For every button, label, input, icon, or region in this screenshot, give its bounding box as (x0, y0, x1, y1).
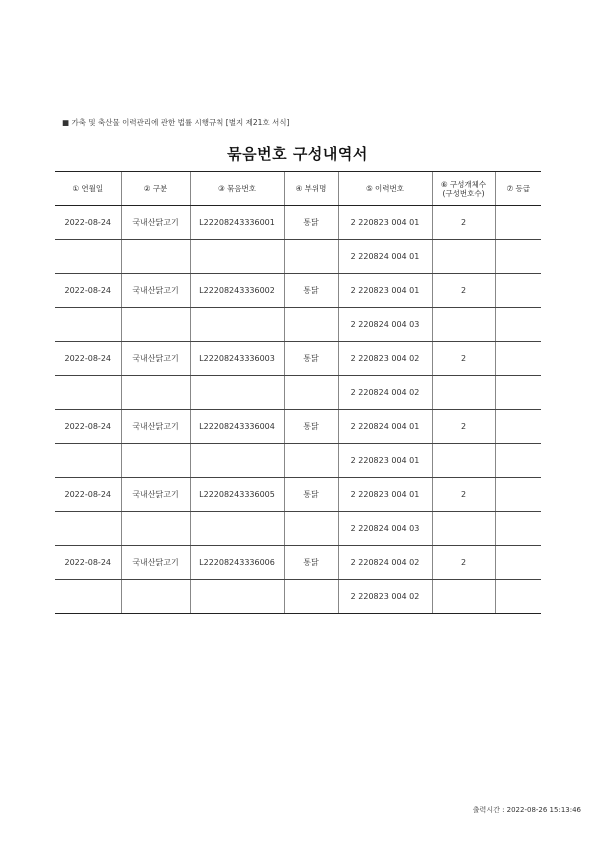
cell-date (55, 444, 121, 478)
header-part-name: ④ 부위명 (284, 172, 338, 206)
cell-grade (495, 376, 541, 410)
cell-category (121, 512, 190, 546)
header-date: ① 연월일 (55, 172, 121, 206)
header-unit-count: ⑥ 구성개체수 (구성번호수) (432, 172, 495, 206)
cell-grade (495, 308, 541, 342)
cell-bundle-number: L22208243336002 (190, 274, 284, 308)
cell-date (55, 240, 121, 274)
cell-date: 2022-08-24 (55, 342, 121, 376)
table-row (55, 308, 541, 342)
cell-part-name: 통닭 (284, 478, 338, 512)
cell-part-name: 통닭 (284, 206, 338, 240)
cell-part-name (284, 512, 338, 546)
cell-bundle-number: L22208243336005 (190, 478, 284, 512)
cell-unit-count (432, 308, 495, 342)
cell-grade (495, 342, 541, 376)
cell-unit-count (432, 512, 495, 546)
cell-grade (495, 444, 541, 478)
cell-trace-number: 2 220823 004 01 (338, 206, 432, 240)
document-title: 묶음번호 구성내역서 (227, 145, 368, 163)
cell-trace-number: 2 220824 004 01 (338, 410, 432, 444)
cell-bundle-number (190, 512, 284, 546)
cell-bundle-number (190, 240, 284, 274)
cell-bundle-number: L22208243336003 (190, 342, 284, 376)
cell-part-name (284, 240, 338, 274)
table-row (55, 376, 541, 410)
table-row (55, 546, 541, 580)
cell-category (121, 308, 190, 342)
cell-part-name (284, 444, 338, 478)
bundle-composition-table (55, 171, 541, 614)
cell-category: 국내산닭고기 (121, 410, 190, 444)
cell-date: 2022-08-24 (55, 478, 121, 512)
cell-grade (495, 512, 541, 546)
cell-category (121, 240, 190, 274)
cell-trace-number: 2 220823 004 01 (338, 478, 432, 512)
cell-part-name (284, 376, 338, 410)
header-trace-number: ⑤ 이력번호 (338, 172, 432, 206)
cell-grade (495, 410, 541, 444)
cell-part-name: 통닭 (284, 410, 338, 444)
cell-grade (495, 546, 541, 580)
cell-date (55, 376, 121, 410)
cell-date (55, 308, 121, 342)
table-row (55, 342, 541, 376)
cell-unit-count (432, 240, 495, 274)
header-category: ② 구분 (121, 172, 190, 206)
cell-trace-number: 2 220823 004 01 (338, 274, 432, 308)
cell-bundle-number (190, 444, 284, 478)
header-bundle-number: ③ 묶음번호 (190, 172, 284, 206)
cell-grade (495, 580, 541, 614)
table-row (55, 580, 541, 614)
cell-category: 국내산닭고기 (121, 206, 190, 240)
cell-date (55, 512, 121, 546)
cell-unit-count (432, 444, 495, 478)
cell-trace-number: 2 220823 004 02 (338, 580, 432, 614)
cell-bundle-number (190, 580, 284, 614)
cell-grade (495, 240, 541, 274)
cell-grade (495, 478, 541, 512)
table-row (55, 240, 541, 274)
cell-part-name (284, 308, 338, 342)
cell-bundle-number: L22208243336001 (190, 206, 284, 240)
cell-unit-count: 2 (432, 206, 495, 240)
cell-part-name (284, 580, 338, 614)
cell-unit-count (432, 376, 495, 410)
table-row (55, 478, 541, 512)
cell-unit-count: 2 (432, 410, 495, 444)
cell-category: 국내산닭고기 (121, 478, 190, 512)
cell-bundle-number (190, 376, 284, 410)
cell-unit-count: 2 (432, 274, 495, 308)
cell-unit-count: 2 (432, 546, 495, 580)
cell-trace-number: 2 220824 004 02 (338, 376, 432, 410)
cell-date: 2022-08-24 (55, 410, 121, 444)
cell-category: 국내산닭고기 (121, 274, 190, 308)
cell-category: 국내산닭고기 (121, 342, 190, 376)
cell-bundle-number: L22208243336004 (190, 410, 284, 444)
cell-category: 국내산닭고기 (121, 546, 190, 580)
cell-trace-number: 2 220823 004 01 (338, 444, 432, 478)
cell-bundle-number (190, 308, 284, 342)
table-header-row (55, 172, 541, 206)
cell-date: 2022-08-24 (55, 546, 121, 580)
cell-part-name: 통닭 (284, 342, 338, 376)
cell-trace-number: 2 220823 004 02 (338, 342, 432, 376)
cell-unit-count (432, 580, 495, 614)
cell-category (121, 376, 190, 410)
cell-part-name: 통닭 (284, 546, 338, 580)
cell-bundle-number: L22208243336006 (190, 546, 284, 580)
cell-grade (495, 274, 541, 308)
cell-trace-number: 2 220824 004 03 (338, 512, 432, 546)
cell-date: 2022-08-24 (55, 274, 121, 308)
cell-trace-number: 2 220824 004 03 (338, 308, 432, 342)
table-row (55, 206, 541, 240)
cell-unit-count: 2 (432, 342, 495, 376)
header-grade: ⑦ 등급 (495, 172, 541, 206)
cell-category (121, 444, 190, 478)
cell-grade (495, 206, 541, 240)
cell-trace-number: 2 220824 004 01 (338, 240, 432, 274)
table-row (55, 410, 541, 444)
print-timestamp: 출력시간 : 2022-08-26 15:13:46 (472, 806, 581, 814)
cell-trace-number: 2 220824 004 02 (338, 546, 432, 580)
table-row (55, 274, 541, 308)
table-row (55, 444, 541, 478)
cell-part-name: 통닭 (284, 274, 338, 308)
cell-date (55, 580, 121, 614)
cell-category (121, 580, 190, 614)
cell-unit-count: 2 (432, 478, 495, 512)
form-reference-note: ■ 가축 및 축산물 이력관리에 관한 법률 시행규칙 [별지 제21호 서식] (62, 118, 290, 127)
cell-date: 2022-08-24 (55, 206, 121, 240)
table-row (55, 512, 541, 546)
